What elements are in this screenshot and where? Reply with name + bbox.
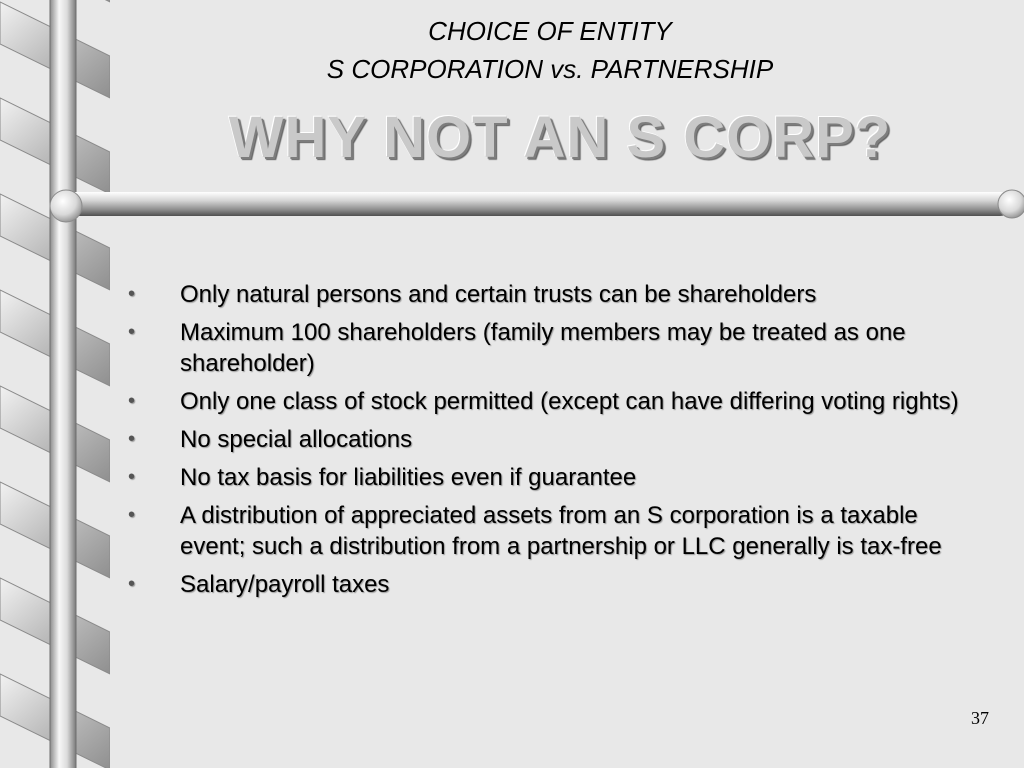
title-line-1: CHOICE OF ENTITY xyxy=(428,16,672,46)
bullet-icon: • xyxy=(128,504,136,526)
list-item xyxy=(128,462,978,493)
list-item xyxy=(128,279,978,310)
bullet-icon: • xyxy=(128,466,136,488)
list-item xyxy=(128,569,978,600)
list-item xyxy=(128,500,978,562)
section-heading: WHY NOT AN S CORP? xyxy=(228,105,892,170)
bullet-text: No special allocations xyxy=(180,426,413,453)
bullet-text: No tax basis for liabilities even if guarantee xyxy=(180,464,637,491)
bullet-icon: • xyxy=(128,321,136,343)
bullet-text: Maximum 100 shareholders (family members may be treated as one shareholder) xyxy=(180,319,906,377)
title-line-2: S CORPORATION vs. PARTNERSHIP xyxy=(326,54,774,84)
list-item xyxy=(128,317,978,379)
bullet-icon: • xyxy=(128,573,136,595)
list-item xyxy=(128,424,978,455)
bullet-text: Only natural persons and certain trusts can be shareholders xyxy=(180,281,817,308)
bullet-text: Salary/payroll taxes xyxy=(180,571,390,598)
bullet-text: Only one class of stock permitted (except can have differing voting rights) xyxy=(180,388,959,415)
bullet-icon: • xyxy=(128,390,136,412)
bullet-icon: • xyxy=(128,428,136,450)
bullet-text: A distribution of appreciated assets from an S corporation is a taxable event; such a distribution from a partnership or LLC generally is tax-free xyxy=(180,502,942,560)
page-number: 37 xyxy=(971,708,989,728)
bullet-icon: • xyxy=(128,283,136,305)
bullet-list xyxy=(128,279,978,607)
list-item xyxy=(128,386,978,417)
